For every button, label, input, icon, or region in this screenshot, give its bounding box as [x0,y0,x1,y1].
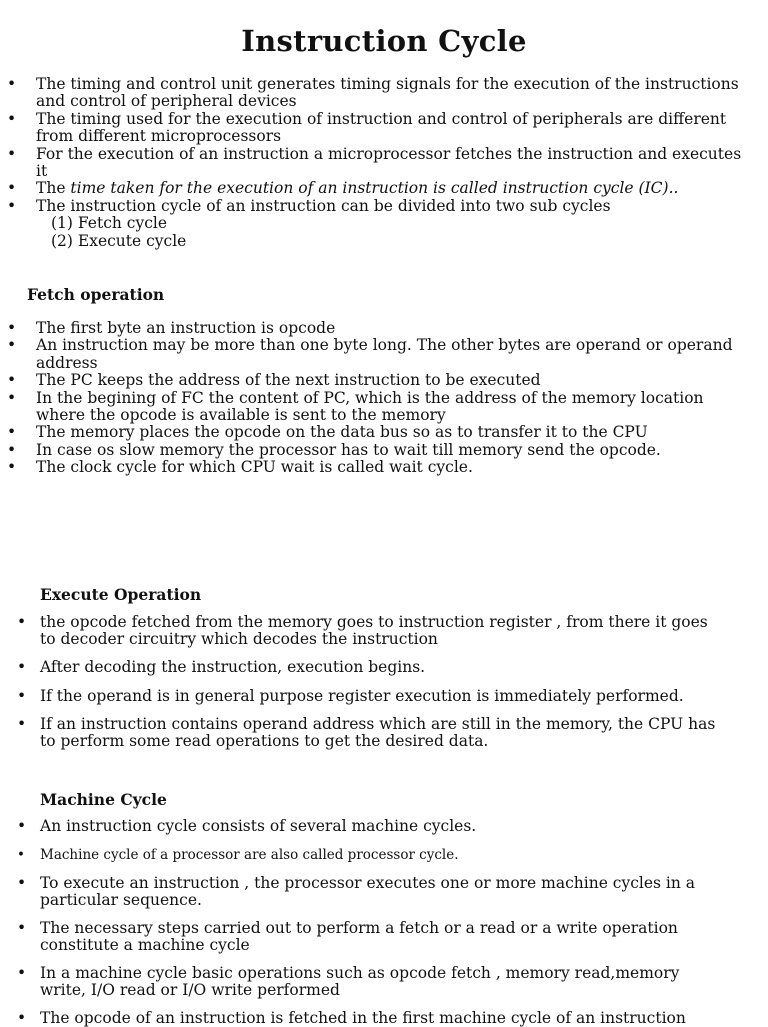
execute-section [0,614,768,749]
machine-section [0,818,768,1027]
list-item: • In the begining of FC the content of PC, which is the address of the memory location where the opcode is available is sent to the memory [9,390,768,425]
intro-section [0,76,768,250]
list-item: • To execute an instruction , the processor executes one or more machine cycles in a particular sequence. [0,875,768,908]
list-item: • The opcode of an instruction is fetched in the first machine cycle of an instruction [0,1010,768,1027]
machine-list [0,818,768,1027]
list-item: • The timing and control unit generates timing signals for the execution of the instructions and control of peripheral devices [9,76,768,111]
list-item: • In a machine cycle basic operations such as opcode fetch , memory read,memory write, I/O read or I/O write performed [0,965,768,998]
instruction-cycle-definition: time taken for the execution of an instruction is called instruction cycle (IC).. [70,179,679,198]
italic-prefix: The [36,179,71,198]
list-item: • The memory places the opcode on the data bus so as to transfer it to the CPU [9,424,768,441]
list-item [9,180,768,197]
list-item: • the opcode fetched from the memory goes to instruction register , from there it goes to decoder circuitry which decodes the instruction [0,614,768,647]
sub-item-fetch: (1) Fetch cycle [51,214,168,233]
list-item: • The clock cycle for which CPU wait is called wait cycle. [9,459,768,476]
list-item: • If the operand is in general purpose register execution is immediately performed. [0,688,768,705]
list-item: • The PC keeps the address of the next instruction to be executed [9,372,768,389]
list-item: • For the execution of an instruction a microprocessor fetches the instruction and executes it [9,146,768,181]
list-item: • The timing used for the execution of instruction and control of peripherals are different from different microprocessors [9,111,768,146]
execute-heading: Execute Operation [40,585,202,604]
list-item: • Machine cycle of a processor are also called processor cycle. [0,847,768,864]
list-item: • The necessary steps carried out to perform a fetch or a read or a write operation constitute a machine cycle [0,920,768,953]
sub-item-execute: (2) Execute cycle [51,231,187,250]
list-item: • An instruction may be more than one byte long. The other bytes are operand or operand address [9,337,768,372]
list-item: • If an instruction contains operand address which are still in the memory, the CPU has to perform some read operations to get the desired data. [0,716,768,749]
list-item: • An instruction cycle consists of several machine cycles. [0,818,768,835]
list-item: • After decoding the instruction, execution begins. [0,659,768,676]
fetch-section [0,320,768,477]
list-item: • The instruction cycle of an instruction can be divided into two sub cycles [9,198,768,215]
fetch-heading: Fetch operation [27,285,165,304]
execute-list [0,614,768,749]
intro-list [0,76,768,215]
machine-heading: Machine Cycle [40,790,167,809]
fetch-list [0,320,768,477]
page-title: Instruction Cycle [241,24,527,58]
list-item: • The first byte an instruction is opcode [9,320,768,337]
list-item: • In case os slow memory the processor has to wait till memory send the opcode. [9,442,768,459]
